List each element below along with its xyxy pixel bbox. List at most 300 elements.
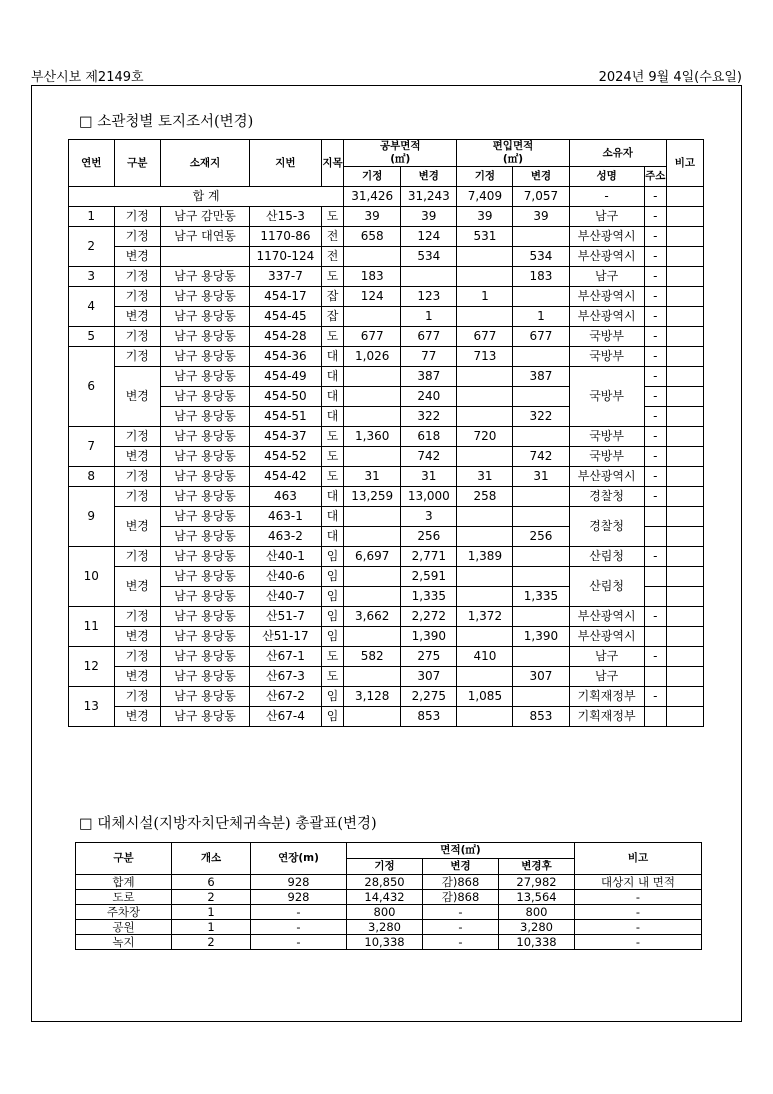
row-remarks [666, 507, 703, 527]
total-official-changed: 31,243 [401, 187, 457, 207]
row-no: 1 [69, 207, 115, 227]
row-lot: 337-7 [249, 267, 321, 287]
row-location: 남구 용당동 [161, 567, 250, 587]
row-category: 임 [321, 587, 343, 607]
row-area-ic: 322 [513, 407, 569, 427]
total-label: 합 계 [69, 187, 344, 207]
row-location: 남구 용당동 [161, 547, 250, 567]
row-type: 변경 [114, 707, 161, 727]
row-remarks [666, 247, 703, 267]
row-owner-address: - [644, 467, 666, 487]
row-owner-name: 경찰청 [569, 487, 644, 507]
row-owner-address [644, 527, 666, 547]
row-area-ie [457, 247, 513, 267]
row-category: 대 [321, 347, 343, 367]
row-area-ic [513, 567, 569, 587]
row-area-oc: 742 [401, 447, 457, 467]
row-location: 남구 용당동 [161, 507, 250, 527]
col-type: 구분 [114, 140, 161, 187]
row-location: 남구 용당동 [161, 587, 250, 607]
row-area-ic [513, 287, 569, 307]
row-owner-address: - [644, 287, 666, 307]
row-category: 대 [321, 527, 343, 547]
row-lot: 454-52 [249, 447, 321, 467]
row-lot: 454-42 [249, 467, 321, 487]
row-no: 13 [69, 687, 115, 727]
row-area-oc: 1 [401, 307, 457, 327]
row-area-oe: 1,026 [344, 347, 401, 367]
row-no: 6 [69, 347, 115, 427]
row-area-ic [513, 387, 569, 407]
summary-count: 1 [172, 920, 251, 935]
row-area-oe: 658 [344, 227, 401, 247]
row-category: 임 [321, 547, 343, 567]
row-remarks [666, 447, 703, 467]
table-row [69, 467, 704, 487]
table-row [69, 447, 704, 467]
row-owner-name: 국방부 [569, 427, 644, 447]
row-owner-name: 경찰청 [569, 507, 644, 547]
summary-remarks: - [575, 905, 702, 920]
row-area-oe [344, 627, 401, 647]
row-area-oc: 256 [401, 527, 457, 547]
row-lot: 산67-2 [249, 687, 321, 707]
row-location: 남구 용당동 [161, 447, 250, 467]
row-location: 남구 용당동 [161, 467, 250, 487]
summary-after: 10,338 [499, 935, 575, 950]
row-lot: 454-50 [249, 387, 321, 407]
publication-title: 부산시보 제2149호 [31, 70, 144, 85]
row-area-oe: 39 [344, 207, 401, 227]
row-area-oc: 39 [401, 207, 457, 227]
row-owner-address: - [644, 367, 666, 387]
row-area-ic: 307 [513, 667, 569, 687]
row-owner-address: - [644, 227, 666, 247]
row-remarks [666, 587, 703, 607]
row-area-ie: 720 [457, 427, 513, 447]
row-area-oe: 13,259 [344, 487, 401, 507]
col-category: 지목 [321, 140, 343, 187]
table-row [69, 647, 704, 667]
row-location: 남구 용당동 [161, 367, 250, 387]
row-remarks [666, 527, 703, 547]
table-row [69, 367, 704, 387]
summary-length: 928 [251, 875, 347, 890]
col2-remarks: 비고 [575, 843, 702, 875]
row-category: 잡 [321, 287, 343, 307]
row-type: 변경 [114, 367, 161, 427]
col-inc-changed: 변경 [513, 167, 569, 187]
row-lot: 463 [249, 487, 321, 507]
row-type: 기정 [114, 207, 161, 227]
row-category: 도 [321, 647, 343, 667]
row-area-oc: 307 [401, 667, 457, 687]
summary-length: - [251, 920, 347, 935]
row-owner-name: 남구 [569, 667, 644, 687]
row-area-ic [513, 507, 569, 527]
row-remarks [666, 647, 703, 667]
summary-existing: 3,280 [347, 920, 423, 935]
row-remarks [666, 347, 703, 367]
row-owner-address [644, 667, 666, 687]
land-table [68, 139, 704, 727]
row-area-ic [513, 687, 569, 707]
row-owner-address: - [644, 267, 666, 287]
row-owner-address [644, 707, 666, 727]
row-area-oe: 183 [344, 267, 401, 287]
row-area-oe [344, 707, 401, 727]
table-row [69, 287, 704, 307]
row-owner-name: 국방부 [569, 447, 644, 467]
row-area-oe: 3,128 [344, 687, 401, 707]
row-type: 기정 [114, 547, 161, 567]
row-area-oc: 2,591 [401, 567, 457, 587]
table-row [69, 507, 704, 527]
row-area-oe [344, 567, 401, 587]
row-area-oe: 1,360 [344, 427, 401, 447]
total-official-existing: 31,426 [344, 187, 401, 207]
row-owner-name: 국방부 [569, 347, 644, 367]
summary-after: 27,982 [499, 875, 575, 890]
col-official-existing: 기정 [344, 167, 401, 187]
row-lot: 454-36 [249, 347, 321, 367]
row-area-oc: 124 [401, 227, 457, 247]
row-area-oe: 6,697 [344, 547, 401, 567]
row-remarks [666, 427, 703, 447]
summary-change: 감)868 [423, 890, 499, 905]
row-area-oc: 1,390 [401, 627, 457, 647]
row-area-oc: 853 [401, 707, 457, 727]
row-area-ie: 258 [457, 487, 513, 507]
row-owner-name: 기획재정부 [569, 687, 644, 707]
row-owner-name: 부산광역시 [569, 227, 644, 247]
row-area-oc: 322 [401, 407, 457, 427]
row-area-ie: 410 [457, 647, 513, 667]
summary-type: 공원 [76, 920, 172, 935]
row-owner-address: - [644, 207, 666, 227]
row-category: 도 [321, 427, 343, 447]
row-lot: 454-49 [249, 367, 321, 387]
summary-count: 6 [172, 875, 251, 890]
row-area-ic: 534 [513, 247, 569, 267]
row-area-ie [457, 667, 513, 687]
row-area-ic: 31 [513, 467, 569, 487]
row-owner-name: 부산광역시 [569, 287, 644, 307]
row-type: 변경 [114, 447, 161, 467]
row-location [161, 247, 250, 267]
row-type: 기정 [114, 347, 161, 367]
row-location: 남구 용당동 [161, 627, 250, 647]
row-owner-address: - [644, 327, 666, 347]
table-row [69, 607, 704, 627]
summary-change: - [423, 935, 499, 950]
table-row [69, 547, 704, 567]
row-area-oe [344, 507, 401, 527]
row-remarks [666, 327, 703, 347]
row-owner-name: 부산광역시 [569, 627, 644, 647]
table-row [69, 567, 704, 587]
row-area-oe [344, 587, 401, 607]
row-area-ic: 39 [513, 207, 569, 227]
row-area-ic [513, 607, 569, 627]
row-no: 5 [69, 327, 115, 347]
row-area-oe: 582 [344, 647, 401, 667]
row-area-ic [513, 487, 569, 507]
row-location: 남구 용당동 [161, 287, 250, 307]
row-lot: 산51-7 [249, 607, 321, 627]
summary-after: 13,564 [499, 890, 575, 905]
row-no: 9 [69, 487, 115, 547]
row-area-ic [513, 347, 569, 367]
row-location: 남구 용당동 [161, 427, 250, 447]
row-area-oe: 3,662 [344, 607, 401, 627]
table-row [69, 207, 704, 227]
total-inc-changed: 7,057 [513, 187, 569, 207]
row-type: 기정 [114, 607, 161, 627]
row-remarks [666, 567, 703, 587]
row-remarks [666, 627, 703, 647]
row-lot: 산51-17 [249, 627, 321, 647]
row-owner-name: 기획재정부 [569, 707, 644, 727]
row-area-ic: 677 [513, 327, 569, 347]
row-area-oe: 677 [344, 327, 401, 347]
section-title-facilities: □ 대체시설(지방자치단체귀속분) 총괄표(변경) [79, 816, 377, 832]
row-area-oc: 275 [401, 647, 457, 667]
summary-remarks: - [575, 935, 702, 950]
row-area-ic: 1 [513, 307, 569, 327]
row-area-ic: 183 [513, 267, 569, 287]
row-type: 기정 [114, 267, 161, 287]
summary-type: 주차장 [76, 905, 172, 920]
row-category: 임 [321, 627, 343, 647]
row-area-ie: 1,372 [457, 607, 513, 627]
row-owner-name: 국방부 [569, 367, 644, 427]
col-owner-address: 주소 [644, 167, 666, 187]
row-area-ie [457, 447, 513, 467]
row-location: 남구 용당동 [161, 327, 250, 347]
col-inc-existing: 기정 [457, 167, 513, 187]
row-area-ie [457, 627, 513, 647]
row-location: 남구 용당동 [161, 527, 250, 547]
table-row [69, 487, 704, 507]
row-no: 8 [69, 467, 115, 487]
row-location: 남구 용당동 [161, 667, 250, 687]
summary-after: 800 [499, 905, 575, 920]
row-remarks [666, 387, 703, 407]
col-official-area: 공부면적 (㎡) [344, 140, 457, 167]
row-area-ie: 31 [457, 467, 513, 487]
row-owner-address: - [644, 407, 666, 427]
row-lot: 1170-86 [249, 227, 321, 247]
row-area-ie [457, 407, 513, 427]
row-remarks [666, 267, 703, 287]
row-remarks [666, 407, 703, 427]
total-inc-existing: 7,409 [457, 187, 513, 207]
row-area-ic [513, 647, 569, 667]
row-category: 대 [321, 367, 343, 387]
row-remarks [666, 207, 703, 227]
row-lot: 463-1 [249, 507, 321, 527]
row-location: 남구 대연동 [161, 227, 250, 247]
section-title-land: □ 소관청별 토지조서(변경) [79, 114, 254, 130]
row-category: 대 [321, 387, 343, 407]
row-type: 변경 [114, 507, 161, 547]
row-location: 남구 용당동 [161, 707, 250, 727]
row-lot: 산40-1 [249, 547, 321, 567]
col2-count: 개소 [172, 843, 251, 875]
row-owner-name: 남구 [569, 267, 644, 287]
row-area-oe [344, 307, 401, 327]
row-area-oe [344, 247, 401, 267]
summary-length: - [251, 905, 347, 920]
summary-after: 3,280 [499, 920, 575, 935]
row-location: 남구 용당동 [161, 387, 250, 407]
publication-date: 2024년 9월 4일(수요일) [598, 70, 742, 85]
row-area-ic: 1,335 [513, 587, 569, 607]
row-no: 2 [69, 227, 115, 267]
row-owner-address: - [644, 647, 666, 667]
row-owner-address: - [644, 347, 666, 367]
row-lot: 454-51 [249, 407, 321, 427]
row-area-ic: 387 [513, 367, 569, 387]
row-owner-name: 부산광역시 [569, 467, 644, 487]
row-category: 도 [321, 207, 343, 227]
row-no: 7 [69, 427, 115, 467]
table-row [76, 920, 702, 935]
row-remarks [666, 487, 703, 507]
row-remarks [666, 367, 703, 387]
row-area-ie: 713 [457, 347, 513, 367]
row-category: 전 [321, 227, 343, 247]
table-row [69, 427, 704, 447]
row-area-ic: 742 [513, 447, 569, 467]
row-area-ie: 677 [457, 327, 513, 347]
facility-summary-table [75, 842, 702, 950]
row-area-ie: 531 [457, 227, 513, 247]
row-area-oc: 2,275 [401, 687, 457, 707]
col2-area: 면적(㎡) [347, 843, 575, 859]
row-category: 임 [321, 567, 343, 587]
row-location: 남구 용당동 [161, 687, 250, 707]
col2-existing: 기정 [347, 859, 423, 875]
row-area-oe [344, 527, 401, 547]
row-owner-name: 산림청 [569, 547, 644, 567]
row-lot: 산67-4 [249, 707, 321, 727]
col-incorporated-area: 편입면적 (㎡) [457, 140, 569, 167]
row-area-ie: 1 [457, 287, 513, 307]
row-area-oc: 2,272 [401, 607, 457, 627]
row-no: 4 [69, 287, 115, 327]
row-owner-address [644, 567, 666, 587]
summary-type: 합계 [76, 875, 172, 890]
row-area-oc: 1,335 [401, 587, 457, 607]
row-category: 도 [321, 327, 343, 347]
row-lot: 463-2 [249, 527, 321, 547]
table-row [69, 707, 704, 727]
row-category: 도 [321, 467, 343, 487]
row-owner-address: - [644, 547, 666, 567]
col-owner: 소유자 [569, 140, 666, 167]
row-area-oc: 31 [401, 467, 457, 487]
summary-change: - [423, 905, 499, 920]
row-owner-address [644, 507, 666, 527]
row-area-oe: 124 [344, 287, 401, 307]
table-row [69, 327, 704, 347]
table-row [69, 227, 704, 247]
row-lot: 454-17 [249, 287, 321, 307]
summary-count: 1 [172, 905, 251, 920]
row-owner-address: - [644, 687, 666, 707]
total-name: - [569, 187, 644, 207]
row-remarks [666, 227, 703, 247]
row-type: 기정 [114, 647, 161, 667]
total-address: - [644, 187, 666, 207]
row-location: 남구 용당동 [161, 487, 250, 507]
summary-existing: 10,338 [347, 935, 423, 950]
row-remarks [666, 707, 703, 727]
summary-type: 녹지 [76, 935, 172, 950]
row-type: 변경 [114, 627, 161, 647]
summary-length: - [251, 935, 347, 950]
row-area-oc: 387 [401, 367, 457, 387]
row-type: 기정 [114, 687, 161, 707]
row-lot: 산15-3 [249, 207, 321, 227]
table-row [69, 687, 704, 707]
col-no: 연번 [69, 140, 115, 187]
row-type: 기정 [114, 467, 161, 487]
row-type: 변경 [114, 307, 161, 327]
row-area-oc: 534 [401, 247, 457, 267]
row-no: 11 [69, 607, 115, 647]
summary-count: 2 [172, 935, 251, 950]
table-row [69, 307, 704, 327]
row-category: 도 [321, 667, 343, 687]
row-owner-address [644, 587, 666, 607]
row-area-oc: 618 [401, 427, 457, 447]
row-area-ie: 1,085 [457, 687, 513, 707]
row-remarks [666, 287, 703, 307]
col-remarks: 비고 [666, 140, 703, 187]
row-lot: 산67-1 [249, 647, 321, 667]
row-area-oc: 123 [401, 287, 457, 307]
row-remarks [666, 467, 703, 487]
summary-remarks: - [575, 890, 702, 905]
row-area-ic: 256 [513, 527, 569, 547]
row-lot: 454-37 [249, 427, 321, 447]
row-no: 3 [69, 267, 115, 287]
row-area-ie [457, 307, 513, 327]
summary-change: - [423, 920, 499, 935]
row-area-oc [401, 267, 457, 287]
row-category: 임 [321, 687, 343, 707]
table-row [69, 267, 704, 287]
col-lot: 지번 [249, 140, 321, 187]
row-category: 대 [321, 407, 343, 427]
row-area-ic: 1,390 [513, 627, 569, 647]
row-type: 기정 [114, 427, 161, 447]
row-area-ie [457, 527, 513, 547]
row-owner-address: - [644, 247, 666, 267]
row-category: 임 [321, 607, 343, 627]
row-area-oe [344, 367, 401, 387]
row-area-ie: 1,389 [457, 547, 513, 567]
row-owner-name: 국방부 [569, 327, 644, 347]
row-area-ie [457, 387, 513, 407]
row-lot: 454-28 [249, 327, 321, 347]
row-remarks [666, 607, 703, 627]
summary-type: 도로 [76, 890, 172, 905]
row-owner-address: - [644, 387, 666, 407]
